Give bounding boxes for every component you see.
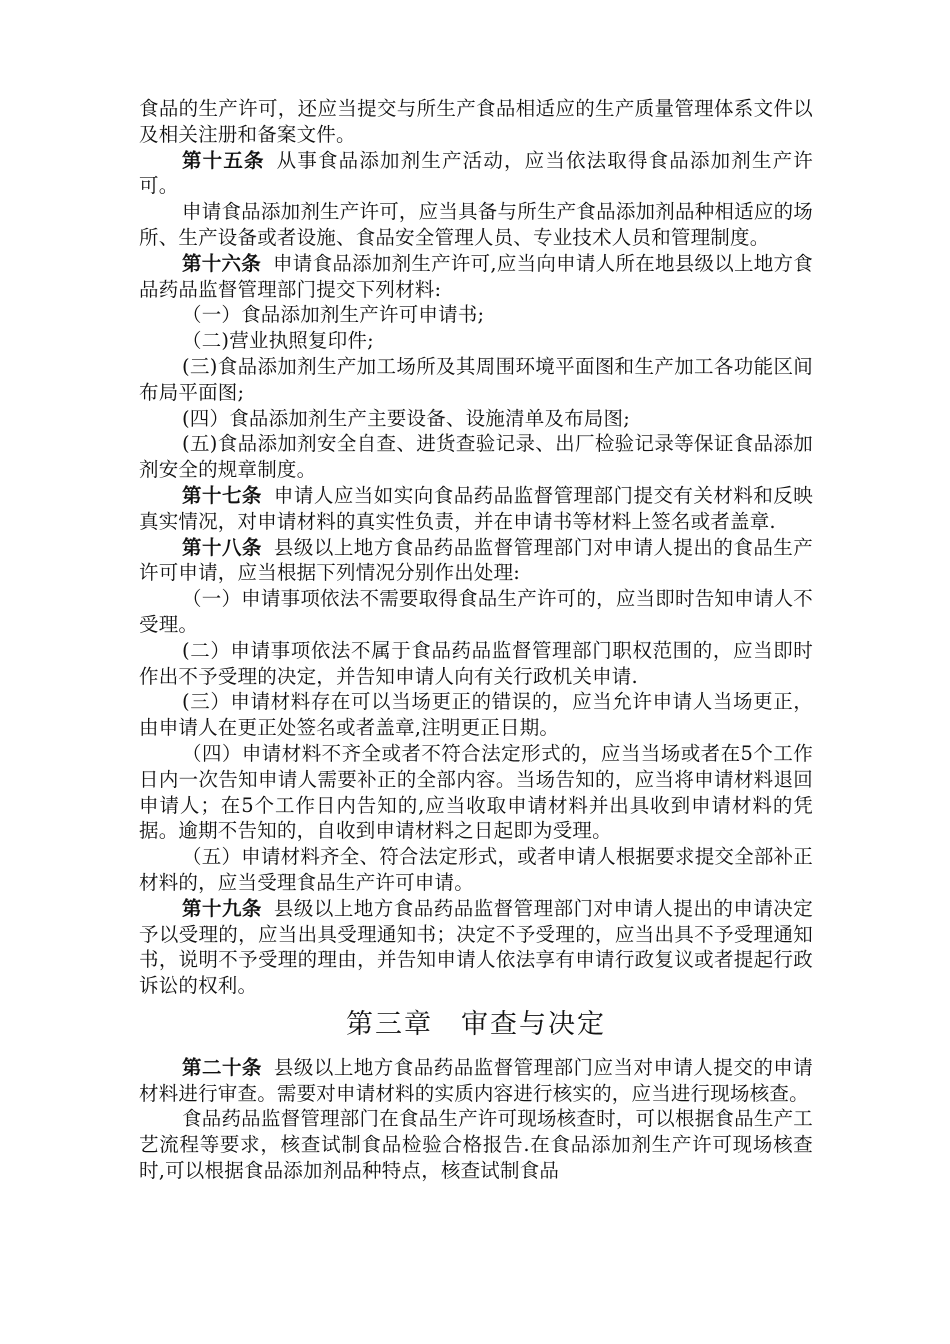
article-18 <box>139 535 813 587</box>
list-item: （一）申请事项依法不需要取得食品生产许可的，应当即时告知申请人不受理。 <box>139 587 813 636</box>
chapter-number: 第三章 <box>346 1008 433 1040</box>
article-20 <box>139 1055 813 1107</box>
list-item: (四）食品添加剂生产主要设备、设施清单及布局图; <box>182 406 630 430</box>
article-number: 第二十条 <box>182 1055 262 1079</box>
chapter-title: 审查与决定 <box>461 1008 606 1040</box>
article-number: 第十九条 <box>182 896 262 920</box>
document-page <box>139 96 813 1184</box>
article-16 <box>139 251 813 303</box>
article-number: 第十五条 <box>182 148 265 172</box>
article-text: 县级以上地方食品药品监督管理部门对申请人提出的申请决定予以受理的，应当出具受理通知书；决定不予受理的，应当出具不予受理通知书，说明不予受理的理由，并告知申请人依法享有申请行政复议或者提起行政诉讼的权利。 <box>139 896 813 998</box>
article-17 <box>139 483 813 535</box>
article-text: 申请食品添加剂生产许可,应当向申请人所在地县级以上地方食品药品监督管理部门提交下列材料: <box>139 251 813 301</box>
article-number: 第十七条 <box>182 483 262 507</box>
paragraph: 食品的生产许可，还应当提交与所生产食品相适应的生产质量管理体系文件以及相关注册和备案文件。 <box>139 97 813 146</box>
chapter-heading <box>139 1005 813 1045</box>
article-text: 县级以上地方食品药品监督管理部门对申请人提出的食品生产许可申请，应当根据下列情况分别作出处理: <box>139 535 813 585</box>
article-text: 申请人应当如实向食品药品监督管理部门提交有关材料和反映真实情况，对申请材料的真实性负责，并在申请书等材料上签名或者盖章. <box>139 483 813 533</box>
article-text: 县级以上地方食品药品监督管理部门应当对申请人提交的申请材料进行审查。需要对申请材料的实质内容进行核实的，应当进行现场核查。 <box>139 1055 813 1105</box>
article-number: 第十六条 <box>182 251 262 275</box>
list-item: (二）申请事项依法不属于食品药品监督管理部门职权范围的，应当即时作出不予受理的决定，并告知申请人向有关行政机关申请. <box>139 638 813 688</box>
list-item: （一）食品添加剂生产许可申请书; <box>182 303 485 327</box>
list-item: （四）申请材料不齐全或者不符合法定形式的，应当当场或者在5个工作日内一次告知申请人需要补正的全部内容。当场告知的，应当将申请材料退回申请人；在5个工作日内告知的,应当收取申请材料并出具收到申请材料的凭据。逾期不告知的，自收到申请材料之日起即为受理。 <box>139 741 813 843</box>
article-15 <box>139 148 813 200</box>
article-text: 从事食品添加剂生产活动，应当依法取得食品添加剂生产许可。 <box>139 148 813 198</box>
list-item: (三)食品添加剂生产加工场所及其周围环境平面图和生产加工各功能区间布局平面图; <box>139 354 813 404</box>
paragraph: 申请食品添加剂生产许可，应当具备与所生产食品添加剂品种相适应的场所、生产设备或者设施、食品安全管理人员、专业技术人员和管理制度。 <box>139 200 813 249</box>
list-item: （五）申请材料齐全、符合法定形式，或者申请人根据要求提交全部补正材料的，应当受理食品生产许可申请。 <box>139 845 813 894</box>
list-item: （二)营业执照复印件; <box>182 329 374 353</box>
paragraph: 食品药品监督管理部门在食品生产许可现场核查时，可以根据食品生产工艺流程等要求，核查试制食品检验合格报告.在食品添加剂生产许可现场核查时,可以根据食品添加剂品种特点，核查试制食品 <box>139 1107 813 1183</box>
list-item: (三）申请材料存在可以当场更正的错误的，应当允许申请人当场更正，由申请人在更正处签名或者盖章,注明更正日期。 <box>139 690 813 740</box>
article-number: 第十八条 <box>182 535 262 559</box>
list-item: (五)食品添加剂安全自查、进货查验记录、出厂检验记录等保证食品添加剂安全的规章制度。 <box>139 432 813 482</box>
article-19 <box>139 896 813 999</box>
